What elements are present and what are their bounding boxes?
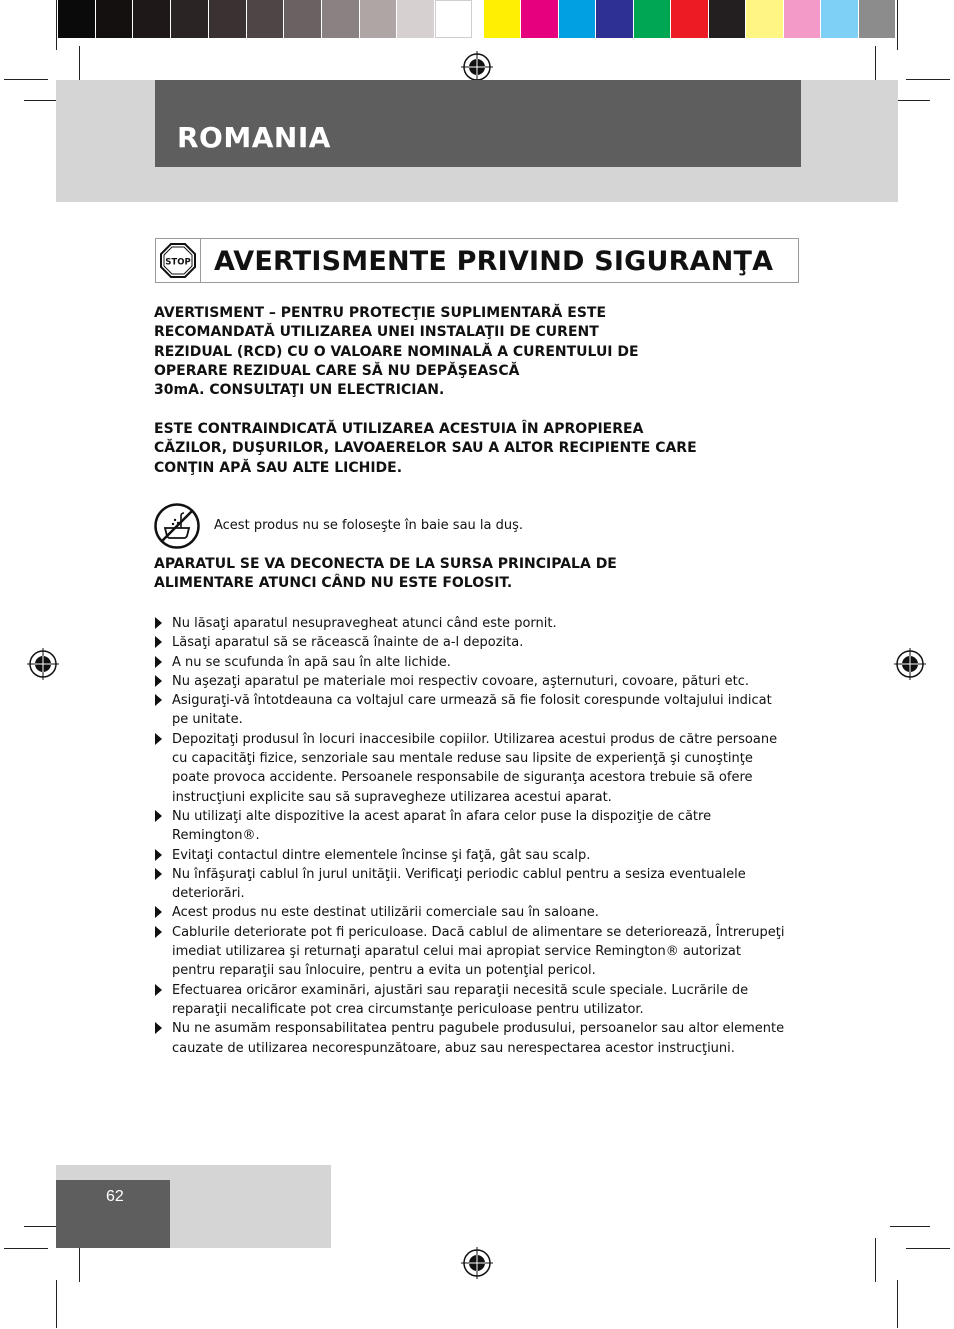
color-swatch	[322, 0, 360, 38]
list-item: Evitaţi contactul dintre elementele încinse şi faţă, gât sau scalp.	[154, 846, 786, 865]
list-item: Nu utilizaţi alte dispozitive la acest aparat în afara celor puse la dispoziţie de către Remington®.	[154, 807, 786, 846]
stop-label: STOP	[165, 257, 191, 268]
stop-icon-cell	[156, 239, 201, 282]
stop-sign-icon	[156, 239, 200, 282]
color-swatch	[596, 0, 633, 38]
bullet-arrow-icon	[155, 984, 162, 996]
grayscale-calibration-bar	[58, 0, 473, 38]
disconnect-warning: APARATUL SE VA DECONECTA DE LA SURSA PRINCIPALA DE ALIMENTARE ATUNCI CÂND NU ESTE FOLOSIT.	[154, 556, 617, 592]
bullet-arrow-icon	[155, 675, 162, 687]
color-swatch	[559, 0, 596, 38]
color-swatch	[521, 0, 558, 38]
list-item: Nu înfăşuraţi cablul în jurul unităţii. Verificaţi periodic cablul pentru a sesiza eventualele deteriorări.	[154, 865, 786, 904]
color-swatch	[484, 0, 521, 38]
list-item: Cablurile deteriorate pot fi periculoase. Dacă cablul de alimentare se deteriorează, Întrerupeţi imediat utilizarea şi returnaţi aparatul celui mai apropiat service Remington® autorizat pentru reparaţii sau înlocuire, pentru a evita un potenţial pericol.	[154, 923, 786, 981]
country-title: ROMANIA	[177, 121, 331, 154]
color-calibration-bar	[484, 0, 896, 38]
registration-target-icon	[893, 647, 927, 681]
bullet-arrow-icon	[155, 810, 162, 822]
color-swatch	[397, 0, 435, 38]
color-swatch	[709, 0, 746, 38]
list-item: Nu lăsaţi aparatul nesupravegheat atunci când este pornit.	[154, 614, 786, 633]
country-header	[155, 80, 801, 167]
page-number: 62	[106, 1188, 124, 1205]
bullet-arrow-icon	[155, 849, 162, 861]
list-item: Nu aşezaţi aparatul pe materiale moi respectiv covoare, aşternuturi, covoare, pături etc.	[154, 672, 786, 691]
color-swatch	[209, 0, 247, 38]
color-swatch	[96, 0, 134, 38]
list-item: Nu ne asumăm responsabilitatea pentru pagubele produsului, persoanelor sau altor elemente cauzate de utilizarea necorespunzătoare, abuz sau nerespectarea acestor instrucţiuni.	[154, 1019, 786, 1058]
bullet-arrow-icon	[155, 926, 162, 938]
color-swatch	[671, 0, 708, 38]
color-swatch	[284, 0, 322, 38]
water-warning: ESTE CONTRAINDICATĂ UTILIZAREA ACESTUIA ÎN APROPIEREA CĂZILOR, DUŞURILOR, LAVOAERELOR SAU A ALTOR RECIPIENTE CARE CONŢIN APĂ SAU ALTE LICHIDE.	[154, 421, 697, 476]
page-number-box	[56, 1180, 170, 1248]
section-header	[155, 238, 799, 283]
bullet-arrow-icon	[155, 617, 162, 629]
safety-instructions-list	[154, 614, 786, 1058]
list-item: Depozitaţi produsul în locuri inaccesibile copiilor. Utilizarea acestui produs de către persoane cu capacităţi fizice, senzoriale sau mentale reduse sau lipsite de experienţă şi cunoştinţe poate provoca accidente. Persoanele responsabile de siguranţa acestora trebuie să ofere instrucţiuni explicite sau să supravegheze utilizarea acestui aparat.	[154, 730, 786, 807]
bullet-arrow-icon	[155, 868, 162, 880]
registration-target-icon	[460, 50, 494, 84]
color-swatch	[133, 0, 171, 38]
bullet-arrow-icon	[155, 906, 162, 918]
list-item: Acest produs nu este destinat utilizării comerciale sau în saloane.	[154, 903, 786, 922]
color-swatch	[171, 0, 209, 38]
bath-warning-text: Acest produs nu se foloseşte în baie sau la duş.	[214, 518, 524, 533]
registration-target-icon	[460, 1246, 494, 1280]
color-swatch	[435, 0, 473, 38]
bullet-arrow-icon	[155, 656, 162, 668]
bullet-arrow-icon	[155, 636, 162, 648]
color-swatch	[360, 0, 398, 38]
list-item: Efectuarea oricăror examinări, ajustări sau reparaţii necesită scule speciale. Lucrările de reparaţii necalificate pot crea circumstanţe periculoase pentru utilizator.	[154, 981, 786, 1020]
list-item: Asiguraţi-vă întotdeauna ca voltajul care urmează să fie folosit corespunde voltajului indicat pe unitate.	[154, 691, 786, 730]
color-swatch	[821, 0, 858, 38]
bullet-arrow-icon	[155, 733, 162, 745]
section-title: AVERTISMENTE PRIVIND SIGURANŢA	[214, 246, 774, 277]
color-swatch	[634, 0, 671, 38]
bullet-arrow-icon	[155, 694, 162, 706]
color-swatch	[247, 0, 285, 38]
no-bath-icon	[153, 502, 201, 550]
registration-target-icon	[26, 647, 60, 681]
color-swatch	[859, 0, 896, 38]
bullet-arrow-icon	[155, 1022, 162, 1034]
color-swatch	[58, 0, 96, 38]
list-item: Lăsaţi aparatul să se răcească înainte de a-l depozita.	[154, 633, 786, 652]
list-item: A nu se scufunda în apă sau în alte lichide.	[154, 653, 786, 672]
rcd-warning: AVERTISMENT – PENTRU PROTECŢIE SUPLIMENTARĂ ESTE RECOMANDATĂ UTILIZAREA UNEI INSTALAŢII DE CURENT REZIDUAL (RCD) CU O VALOARE NOMINALĂ A CURENTULUI DE OPERARE REZIDUAL CARE SĂ NU DEPĂŞEASCĂ 30mA. CONSULTAŢI UN ELECTRICIAN.	[154, 305, 639, 399]
color-swatch	[746, 0, 783, 38]
color-swatch	[784, 0, 821, 38]
